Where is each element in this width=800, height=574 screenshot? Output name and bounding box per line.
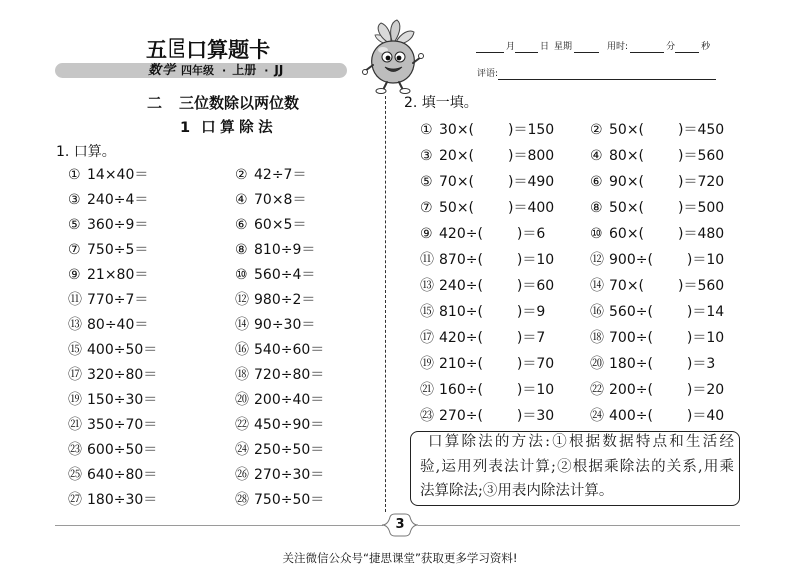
problem-number: ⑯ xyxy=(235,342,249,358)
problem-number: ㉘ xyxy=(235,492,249,508)
problem-number: ㉒ xyxy=(235,417,249,433)
problem-right-side: )＝70 xyxy=(516,356,555,372)
problem-number: ④ xyxy=(235,192,248,208)
problem-right-side: )＝150 xyxy=(508,122,555,138)
problem-expression: 640÷80＝ xyxy=(87,467,158,483)
problem-right-side: )＝3 xyxy=(686,356,716,372)
calc-problem xyxy=(68,491,157,509)
problem-number: ③ xyxy=(68,192,81,208)
volume-label: 上册 xyxy=(232,63,257,77)
subject-label: 数学 xyxy=(148,63,177,78)
minutes-blank xyxy=(630,42,664,53)
separator-dot: · xyxy=(264,64,269,77)
footer-note: 关注微信公众号“捷思课堂”获取更多学习资料! xyxy=(282,551,518,565)
problem-right-side: )＝10 xyxy=(686,330,725,346)
calc-problem xyxy=(68,166,148,184)
problem-right-side: )＝720 xyxy=(678,174,725,190)
problem-number: ⑱ xyxy=(590,330,604,346)
calc-problem xyxy=(235,191,306,209)
part1-label: 1. 口算。 xyxy=(56,144,116,160)
fill-in-problem xyxy=(590,146,724,165)
calc-problem xyxy=(68,216,148,234)
bottom-rule-right xyxy=(418,525,740,526)
fill-in-problem xyxy=(420,406,554,425)
problem-expression: 980÷2＝ xyxy=(254,292,316,308)
fill-in-problem xyxy=(590,198,724,217)
problem-expression: 770÷7＝ xyxy=(87,292,149,308)
calc-problem xyxy=(235,441,324,459)
problem-expression: 600÷50＝ xyxy=(87,442,158,458)
answer-blank xyxy=(653,354,687,368)
problem-number: ⑤ xyxy=(68,217,81,233)
answer-blank xyxy=(474,146,508,160)
problem-left-side: 240÷( xyxy=(439,278,483,294)
problem-left-side: 900÷( xyxy=(609,252,653,268)
answer-blank xyxy=(483,224,517,238)
method-tip-box xyxy=(410,431,740,506)
problem-right-side: )＝480 xyxy=(678,226,725,242)
problem-left-side: 20×( xyxy=(439,148,475,164)
problem-expression: 150÷30＝ xyxy=(87,392,158,408)
answer-blank xyxy=(644,120,678,134)
problem-right-side: )＝10 xyxy=(516,252,555,268)
calc-problem xyxy=(235,341,324,359)
problem-number: ⑬ xyxy=(420,278,434,294)
comment-blank xyxy=(498,79,716,80)
day-blank xyxy=(515,42,538,53)
problem-right-side: )＝500 xyxy=(678,200,725,216)
fill-in-problem xyxy=(590,250,724,269)
separator-dot: · xyxy=(222,64,227,77)
problem-expression: 320÷80＝ xyxy=(87,367,158,383)
problem-expression: 270÷30＝ xyxy=(254,467,325,483)
problem-right-side: )＝14 xyxy=(686,304,725,320)
problem-number: ⑥ xyxy=(235,217,248,233)
fill-in-problem xyxy=(420,172,554,191)
problem-expression: 360÷9＝ xyxy=(87,217,149,233)
problem-number: ㉑ xyxy=(68,417,82,433)
problem-left-side: 560÷( xyxy=(609,304,653,320)
problem-number: ⑪ xyxy=(420,252,434,268)
problem-number: ⑫ xyxy=(235,292,249,308)
problem-expression: 180÷30＝ xyxy=(87,492,158,508)
answer-blank xyxy=(644,224,678,238)
section-title-text: 三位数除以两位数 xyxy=(179,94,300,112)
problem-number: ⑭ xyxy=(590,278,604,294)
problem-left-side: 50×( xyxy=(439,200,475,216)
problem-number: ⑩ xyxy=(590,226,603,242)
problem-expression: 42÷7＝ xyxy=(254,167,307,183)
answer-blank xyxy=(644,198,678,212)
calc-problem xyxy=(235,166,306,184)
answer-blank xyxy=(474,120,508,134)
problem-right-side: )＝10 xyxy=(516,382,555,398)
calc-problem xyxy=(68,266,148,284)
time-used-label: 用时: xyxy=(607,42,629,52)
problem-left-side: 50×( xyxy=(609,200,645,216)
fill-in-problem xyxy=(590,224,724,243)
problem-right-side: )＝560 xyxy=(678,148,725,164)
problem-expression: 90÷30＝ xyxy=(254,317,316,333)
tip-line: 验,运用列表法计算;②根据乘除法的关系,用乘 xyxy=(420,458,734,475)
problem-left-side: 160÷( xyxy=(439,382,483,398)
problem-left-side: 420÷( xyxy=(439,330,483,346)
problem-right-side: )＝60 xyxy=(516,278,555,294)
fill-in-problem xyxy=(590,172,724,191)
problem-left-side: 870÷( xyxy=(439,252,483,268)
problem-left-side: 30×( xyxy=(439,122,475,138)
mascot-right-hand xyxy=(419,54,424,59)
lesson-number: 1 xyxy=(180,120,191,136)
fill-in-problem xyxy=(590,328,724,347)
fill-in-problem xyxy=(420,380,554,399)
problem-number: ① xyxy=(420,122,433,138)
title-letter-e: E xyxy=(168,34,186,63)
calc-problem xyxy=(68,191,148,209)
calc-problem xyxy=(68,391,157,409)
problem-number: ⑤ xyxy=(420,174,433,190)
problem-number: ⑳ xyxy=(235,392,249,408)
mascot-right-foot xyxy=(400,89,410,94)
calc-problem xyxy=(235,216,306,234)
fill-in-problem xyxy=(420,250,554,269)
problem-number: ㉕ xyxy=(68,467,82,483)
problem-expression: 810÷9＝ xyxy=(254,242,316,258)
problem-number: ⑪ xyxy=(68,292,82,308)
problem-number: ㉓ xyxy=(68,442,82,458)
worksheet-title xyxy=(146,35,270,63)
section-number: 二 xyxy=(147,94,163,112)
problem-number: ⑥ xyxy=(590,174,603,190)
fill-in-problem xyxy=(420,302,545,321)
problem-number: ⑬ xyxy=(68,317,82,333)
problem-right-side: )＝490 xyxy=(508,174,555,190)
mascot-body xyxy=(372,41,415,83)
subject-bar-text xyxy=(148,63,283,78)
answer-blank xyxy=(483,302,517,316)
answer-blank xyxy=(653,250,687,264)
problem-right-side: )＝10 xyxy=(686,252,725,268)
lesson-title xyxy=(180,119,277,137)
fill-in-problem xyxy=(420,146,554,165)
problem-number: ④ xyxy=(590,148,603,164)
problem-left-side: 60×( xyxy=(609,226,645,242)
seconds-blank xyxy=(675,42,699,53)
fill-in-problem xyxy=(420,276,554,295)
problem-number: ㉔ xyxy=(590,408,604,424)
problem-left-side: 180÷( xyxy=(609,356,653,372)
mascot-left-hand xyxy=(363,70,368,75)
problem-number: ㉓ xyxy=(420,408,434,424)
calc-problem xyxy=(235,491,324,509)
problem-right-side: )＝30 xyxy=(516,408,555,424)
date-time-line xyxy=(476,41,710,53)
lesson-title-text: 口算除法 xyxy=(201,120,278,136)
title-prefix: 五 xyxy=(146,38,167,62)
radish-mascot-illustration xyxy=(361,19,425,95)
title-suffix: 口算题卡 xyxy=(186,38,271,62)
answer-blank xyxy=(644,146,678,160)
problem-number: ② xyxy=(590,122,603,138)
answer-blank xyxy=(653,380,687,394)
calc-problem xyxy=(235,391,324,409)
problem-number: ㉔ xyxy=(235,442,249,458)
problem-expression: 350÷70＝ xyxy=(87,417,158,433)
problem-expression: 540÷60＝ xyxy=(254,342,325,358)
problem-right-side: )＝40 xyxy=(686,408,725,424)
problem-number: ⑱ xyxy=(235,367,249,383)
problem-number: ⑮ xyxy=(420,304,434,320)
problem-right-side: )＝9 xyxy=(516,304,546,320)
problem-left-side: 50×( xyxy=(609,122,645,138)
problem-left-side: 70×( xyxy=(609,278,645,294)
problem-number: ㉑ xyxy=(420,382,434,398)
answer-blank xyxy=(474,172,508,186)
calc-problem xyxy=(68,341,157,359)
fill-in-problem xyxy=(590,120,724,139)
problem-left-side: 210÷( xyxy=(439,356,483,372)
fill-in-problem xyxy=(590,276,724,295)
problem-number: ㉗ xyxy=(68,492,82,508)
calc-problem xyxy=(235,366,324,384)
tip-line: 口算除法的方法:①根据数据特点和生活经 xyxy=(428,434,734,450)
problem-right-side: )＝400 xyxy=(508,200,555,216)
answer-blank xyxy=(644,172,678,186)
fill-in-problem xyxy=(590,380,724,399)
problem-right-side: )＝6 xyxy=(516,226,546,242)
answer-blank xyxy=(483,406,517,420)
problem-expression: 250÷50＝ xyxy=(254,442,325,458)
mascot-left-foot xyxy=(376,89,386,94)
problem-number: ⑲ xyxy=(420,356,434,372)
fill-in-problem xyxy=(420,328,545,347)
problem-expression: 240÷4＝ xyxy=(87,192,149,208)
problem-number: ⑩ xyxy=(235,267,248,283)
answer-blank xyxy=(474,198,508,212)
problem-expression: 200÷40＝ xyxy=(254,392,325,408)
calc-problem xyxy=(235,241,315,259)
problem-expression: 400÷50＝ xyxy=(87,342,158,358)
second-label: 秒 xyxy=(701,42,711,52)
calc-problem xyxy=(235,266,315,284)
problem-right-side: )＝800 xyxy=(508,148,555,164)
problem-number: ⑧ xyxy=(590,200,603,216)
problem-left-side: 810÷( xyxy=(439,304,483,320)
problem-number: ㉒ xyxy=(590,382,604,398)
problem-number: ② xyxy=(235,167,248,183)
problem-expression: 560÷4＝ xyxy=(254,267,316,283)
problem-number: ⑳ xyxy=(590,356,604,372)
answer-blank xyxy=(483,380,517,394)
edition-label: JJ xyxy=(274,63,284,77)
answer-blank xyxy=(653,302,687,316)
page-number: 3 xyxy=(395,517,405,532)
problem-right-side: )＝20 xyxy=(686,382,725,398)
calc-problem xyxy=(235,416,324,434)
weekday-blank xyxy=(574,42,599,53)
problem-left-side: 70×( xyxy=(439,174,475,190)
answer-blank xyxy=(653,406,687,420)
grade-label: 四年级 xyxy=(181,64,215,77)
calc-problem xyxy=(68,291,148,309)
problem-right-side: )＝7 xyxy=(516,330,546,346)
problem-number: ⑧ xyxy=(235,242,248,258)
problem-number: ③ xyxy=(420,148,433,164)
method-tip-text xyxy=(420,431,734,504)
calc-problem xyxy=(68,441,157,459)
weekday-label: 星期 xyxy=(554,42,573,52)
problem-number: ⑨ xyxy=(420,226,433,242)
problem-left-side: 270÷( xyxy=(439,408,483,424)
mascot-left-pupil xyxy=(386,56,391,61)
problem-left-side: 420÷( xyxy=(439,226,483,242)
problem-left-side: 80×( xyxy=(609,148,645,164)
problem-expression: 80÷40＝ xyxy=(87,317,149,333)
problem-number: ⑰ xyxy=(68,367,82,383)
mascot-right-pupil xyxy=(397,56,402,61)
problem-number: ⑨ xyxy=(68,267,81,283)
problem-number: ㉖ xyxy=(235,467,249,483)
calc-problem xyxy=(68,241,148,259)
problem-number: ⑫ xyxy=(590,252,604,268)
calc-problem xyxy=(68,466,157,484)
calc-problem xyxy=(235,291,315,309)
problem-expression: 450÷90＝ xyxy=(254,417,325,433)
tip-line: 法算除法;③用表内除法计算。 xyxy=(420,483,614,499)
answer-blank xyxy=(483,276,517,290)
problem-left-side: 90×( xyxy=(609,174,645,190)
answer-blank xyxy=(483,250,517,264)
problem-left-side: 200÷( xyxy=(609,382,653,398)
problem-right-side: )＝560 xyxy=(678,278,725,294)
answer-blank xyxy=(483,328,517,342)
day-label: 日 xyxy=(540,42,550,52)
calc-problem xyxy=(235,466,324,484)
comment-label: 评语: xyxy=(477,69,499,79)
problem-expression: 60×5＝ xyxy=(254,217,307,233)
problem-expression: 14×40＝ xyxy=(87,167,149,183)
fill-in-problem xyxy=(420,224,545,243)
month-blank xyxy=(476,42,504,53)
problem-expression: 750÷5＝ xyxy=(87,242,149,258)
problem-number: ⑭ xyxy=(235,317,249,333)
calc-problem xyxy=(68,316,148,334)
problem-number: ⑮ xyxy=(68,342,82,358)
part2-label: 2. 填一填。 xyxy=(404,95,478,111)
problem-number: ⑦ xyxy=(420,200,433,216)
section-title xyxy=(147,94,299,112)
fill-in-problem xyxy=(420,120,554,139)
problem-left-side: 400÷( xyxy=(609,408,653,424)
fill-in-problem xyxy=(420,198,554,217)
month-label: 月 xyxy=(506,42,516,52)
problem-number: ⑰ xyxy=(420,330,434,346)
problem-left-side: 700÷( xyxy=(609,330,653,346)
answer-blank xyxy=(653,328,687,342)
problem-expression: 750÷50＝ xyxy=(254,492,325,508)
calc-problem xyxy=(235,316,315,334)
answer-blank xyxy=(644,276,678,290)
minute-label: 分 xyxy=(666,42,676,52)
problem-number: ⑲ xyxy=(68,392,82,408)
problem-expression: 70×8＝ xyxy=(254,192,307,208)
fill-in-problem xyxy=(590,354,715,373)
fill-in-problem xyxy=(590,302,724,321)
problem-number: ① xyxy=(68,167,81,183)
fill-in-problem xyxy=(590,406,724,425)
problem-expression: 720÷80＝ xyxy=(254,367,325,383)
calc-problem xyxy=(68,366,157,384)
answer-blank xyxy=(483,354,517,368)
fill-in-problem xyxy=(420,354,554,373)
problem-number: ⑯ xyxy=(590,304,604,320)
bottom-rule-left xyxy=(55,525,383,526)
dashed-column-divider xyxy=(385,96,386,512)
problem-right-side: )＝450 xyxy=(678,122,725,138)
calc-problem xyxy=(68,416,157,434)
problem-number: ⑦ xyxy=(68,242,81,258)
problem-expression: 21×80＝ xyxy=(87,267,149,283)
